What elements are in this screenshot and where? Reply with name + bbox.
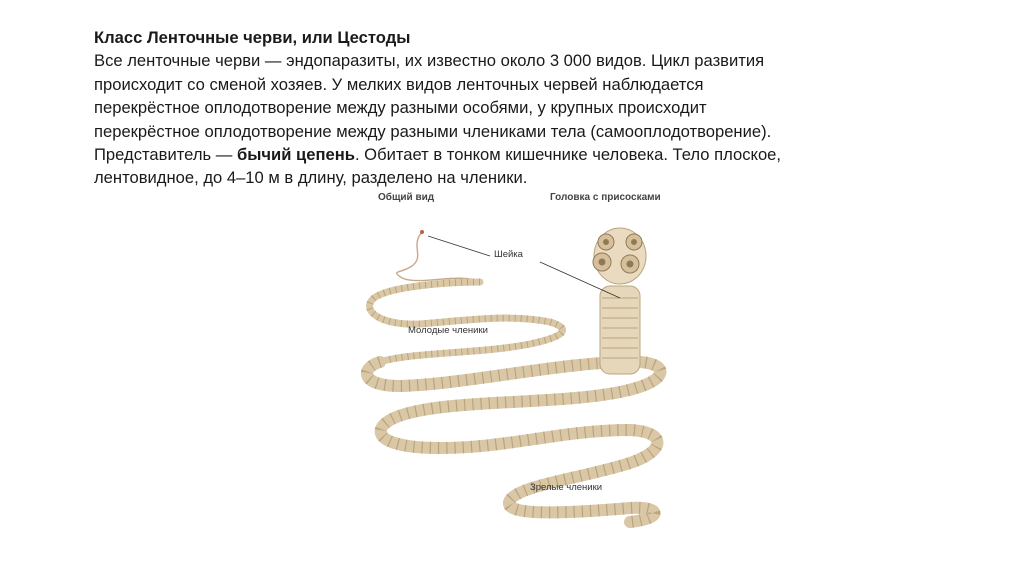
paragraph <box>94 49 934 189</box>
description-text <box>94 26 934 190</box>
paragraph-line: лентовидное, до 4–10 м в длину, разделено на членики. <box>94 168 528 188</box>
paragraph-line <box>94 143 934 166</box>
paragraph-line: перекрёстное оплодотворение между разными члениками тела (самооплодотворение). <box>94 121 772 141</box>
tapeworm-drawing <box>330 186 710 574</box>
label-head-suckers: Головка с присосками <box>550 192 661 203</box>
tapeworm-illustration <box>330 186 710 574</box>
worm-mature-segments <box>367 362 661 522</box>
note-mature-segments: Зрелые членики <box>530 482 603 493</box>
note-young-segments: Молодые членики <box>408 325 488 336</box>
bold-term: бычий цепень <box>236 145 355 165</box>
paragraph-line: перекрёстное оплодотворение между разными особями, у крупных происходит <box>94 98 707 118</box>
note-neck: Шейка <box>494 249 523 260</box>
text-fragment: . Обитает в тонком кишечнике человека. Тело плоское, <box>354 145 782 165</box>
worm-young-segments <box>370 282 563 362</box>
worm-head-dot <box>420 230 424 234</box>
paragraph-line: происходит со сменой хозяев. У мелких видов ленточных червей наблюдается <box>94 74 704 94</box>
label-general-view: Общий вид <box>378 192 435 203</box>
scolex-closeup <box>593 228 646 374</box>
text-fragment: Представитель — <box>94 145 237 165</box>
section-title: Класс Ленточные черви, или Цестоды <box>94 28 411 47</box>
neck-pointer-line <box>428 236 490 256</box>
paragraph-line: Все ленточные черви — эндопаразиты, их известно около 3 000 видов. Цикл развития <box>94 51 765 71</box>
